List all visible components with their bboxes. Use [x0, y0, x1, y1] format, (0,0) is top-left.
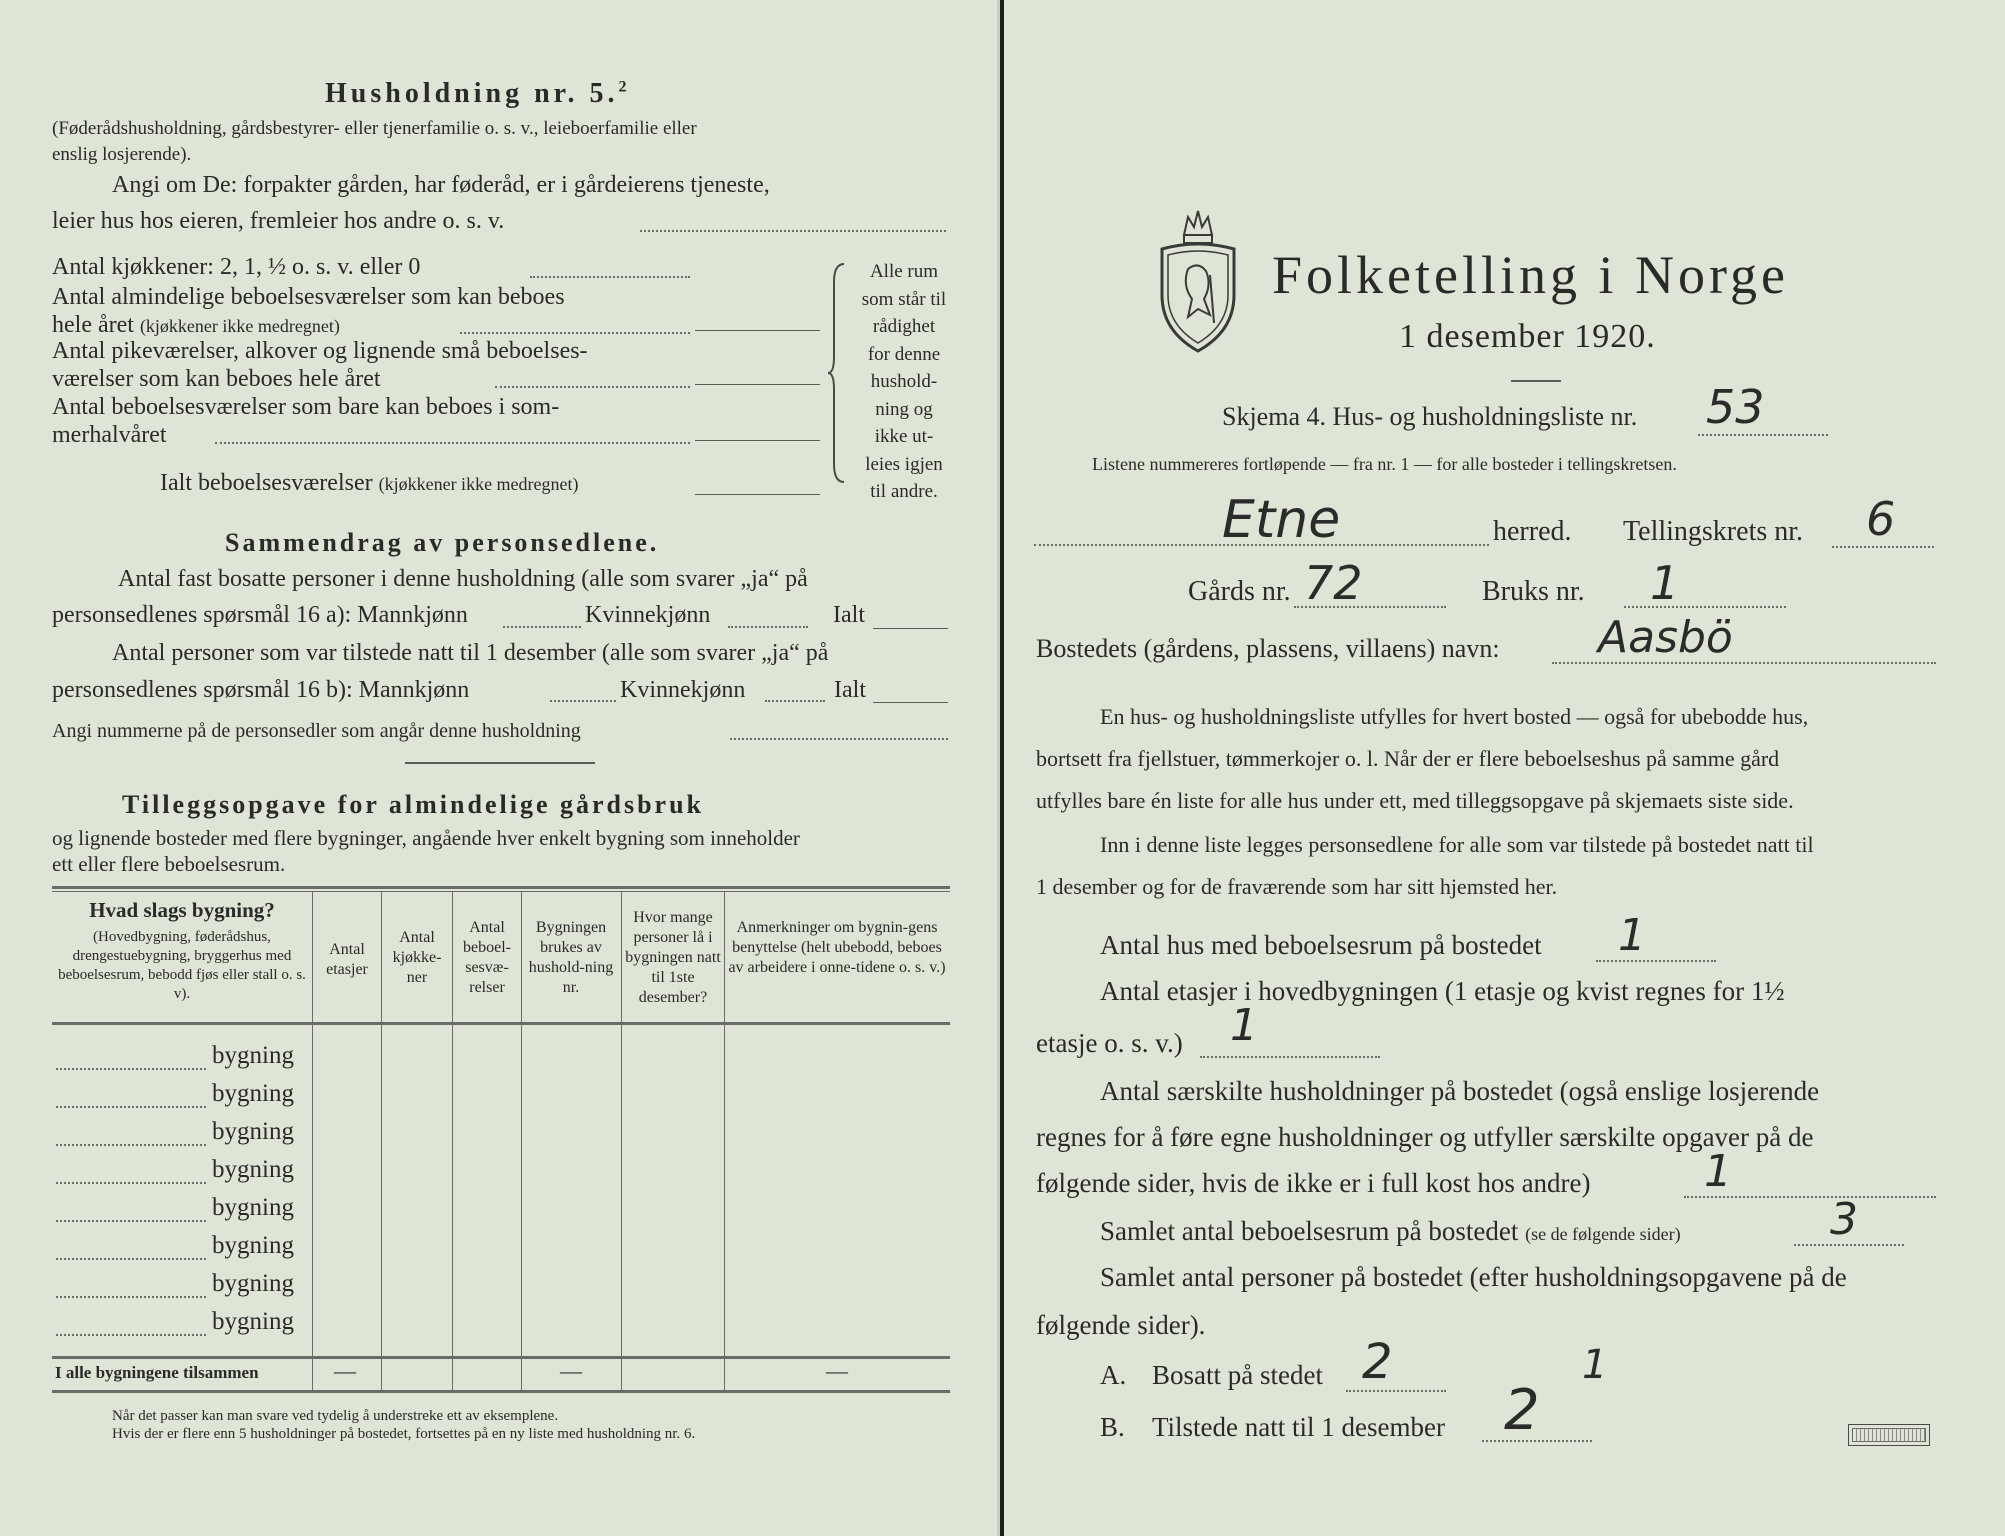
- angi-line-1: Angi om De: forpakter gården, har føderåd, er i gårdeierens tjeneste,: [112, 172, 770, 198]
- sarskilte-line-1: Antal særskilte husholdninger på bostedet (også enslige losjerende: [1100, 1076, 1820, 1106]
- para1-line-2: bortsett fra fjellstuer, tømmerkojer o. l. Når der er flere beboelseshus på samme gård: [1036, 746, 1780, 771]
- coat-of-arms-icon: [1154, 205, 1242, 355]
- samlet-pers-line-1: Samlet antal personer på bostedet (efter husholdningsopgavene på de: [1100, 1262, 1847, 1292]
- alm-line-2: hele året (kjøkkener ikke medregnet): [52, 312, 340, 338]
- para2-line-2: 1 desember og for de fraværende som har sitt hjemsted her.: [1036, 874, 1558, 899]
- total-row-label: I alle bygningene tilsammen: [55, 1363, 259, 1382]
- tilstede-ialt-label: Ialt: [834, 677, 866, 703]
- kjokkener-answer[interactable]: [530, 276, 690, 278]
- liste-nr-value[interactable]: 53: [1706, 380, 1765, 434]
- a-text: Bosatt på stedet: [1152, 1360, 1323, 1390]
- header-beboelsesv: Antal beboel-sesvæ-relser: [463, 919, 511, 996]
- margin-mark: 1: [1582, 1342, 1608, 1388]
- left-page: Husholdning nr. 5.$^2$ (Føderådshusholdning, gårdsbestyrer- eller tjenerfamilie o. s. v., leieboerfamilie eller enslig losjerende). Angi om De: forpakter gården, har føderåd, er i gårdeierens tjeneste, leier hus hos eieren, fremleier hos andre o. s. v. Antal kjøkkener: 2, 1, ½ o. s. v. eller 0 Antal almindelige beboelsesværelser som kan beboes hele året (kjøkkener ikke medregnet) Antal pikeværelser, alkover og lignende små beboelses- værelser som kan beboes hele året Antal beboelsesværelser som bare kan beboes i som- merhalvåret Alle rum som står til rådighet for denne hushold- ning og ikke ut- leies igjen til andre. Ialt beboelsesværelser (kjøkkener ikke medregnet) Sammendrag av personsedlene. Antal fast bosatte personer i denne husholdning (alle som svarer „ja“ på personsedlenes spørsmål 16 a): Mannkjønn Kvinnekjønn Ialt Antal personer som var tilstede natt til 1 desember (alle som svarer „ja“ på personsedlenes spørsmål 16 b): Mannkjønn Kvinnekjønn Ialt Angi nummerne på de personsedler som angår denne husholdning Tilleggsopgave for almindelige gårdsbruk og lignende bosteder med flere bygninger, angående hver enkelt bygning som inneholder ett eller flere beboelsesrum. Hvad slags bygning? (Hovedbygning, føderådshus, drengestuebygning, bryggerhus med beboelsesrum, bebodd fjøs eller stall o. s. v). Antal etasjer Antal kjøkke-ner Antal beboel-sesvæ-relser Bygningen brukes av hushold-ning nr. Hvor mange personer lå i bygningen natt til 1ste desember? Anmerkninger om bygnin-gens benyttelse (helt ubebodd, beboes av arbeidere i onne-tidene o. s. v.) bygning bygning bygning bygning bygning bygning bygning bygning I alle bygningene tilsammen — — — Når det passer kan man svare ved tydelig å understreke ett av eksemplene. Hvis der er flere enn 5 husholdninger på bostedet, fortsettes på en ny liste med husholdning nr. 6.: [0, 0, 1000, 1536]
- sarskilte-line-2: regnes for å føre egne husholdninger og utfyller særskilte opgaver på de: [1036, 1122, 1814, 1152]
- bosted-value[interactable]: Aasbö: [1598, 612, 1733, 663]
- brace-note: Alle rum som står til rådighet for denne hushold- ning og ikke ut- leies igjen til andre.: [861, 261, 947, 502]
- listene-line: Listene nummereres fortløpende — fra nr. 1 — for alle bosteder i tellingskretsen.: [1092, 454, 1677, 474]
- skjema-line: Skjema 4. Hus- og husholdningsliste nr.: [1222, 402, 1638, 431]
- total-dash: —: [560, 1358, 582, 1383]
- header-building-type: Hvad slags bygning?: [89, 898, 275, 922]
- brace-icon: [826, 262, 850, 484]
- sammendrag-title: Sammendrag av personsedlene.: [225, 528, 660, 557]
- header-anmerkninger: Anmerkninger om bygnin-gens benyttelse (helt ubebodd, beboes av arbeidere i onne-tidene o. s. v.): [728, 919, 946, 976]
- intro-line-2: enslig losjerende).: [52, 144, 192, 165]
- angi-line-2: leier hus hos eieren, fremleier hos andre o. s. v.: [52, 208, 505, 234]
- samlet-rum-label: Samlet antal beboelsesrum på bostedet (se de følgende sider): [1100, 1216, 1681, 1246]
- herred-value[interactable]: Etne: [1222, 490, 1341, 550]
- footnote-2: Hvis der er flere enn 5 husholdninger på bostedet, fortsettes på en ny liste med husholdning nr. 6.: [112, 1426, 696, 1442]
- antal-hus-label: Antal hus med beboelsesrum på bostedet: [1100, 930, 1542, 960]
- printer-stamp: [1848, 1424, 1930, 1446]
- antal-hus-value[interactable]: 1: [1618, 910, 1646, 961]
- right-page: [1004, 0, 2005, 1536]
- tillegg-line-2: ett eller flere beboelsesrum.: [52, 852, 286, 876]
- fast-mann-answer[interactable]: [503, 626, 581, 628]
- alm-line-1: Antal almindelige beboelsesværelser som kan beboes: [52, 284, 565, 310]
- para1-line-1: En hus- og husholdningsliste utfylles for hvert bosted — også for ubebodde hus,: [1100, 704, 1809, 729]
- sommer-line-2: merhalvåret: [52, 422, 167, 448]
- angi-nummerne: Angi nummerne på de personsedler som angår denne husholdning: [52, 720, 581, 742]
- household-title: Husholdning nr. 5.$^2$: [325, 78, 631, 109]
- pike-line-2: værelser som kan beboes hele året: [52, 366, 381, 392]
- tilstede-line-1: Antal personer som var tilstede natt til 1 desember (alle som svarer „ja“ på: [112, 640, 829, 666]
- fast-line-1: Antal fast bosatte personer i denne husholdning (alle som svarer „ja“ på: [118, 566, 808, 592]
- bruks-label: Bruks nr.: [1482, 576, 1585, 607]
- samlet-rum-value[interactable]: 3: [1830, 1194, 1858, 1245]
- para2-line-1: Inn i denne liste legges personsedlene for alle som var tilstede på bostedet natt til: [1100, 832, 1814, 857]
- etasjer-line-2: etasje o. s. v.): [1036, 1028, 1183, 1058]
- footnote-1: Når det passer kan man svare ved tydelig å understreke ett av eksemplene.: [112, 1408, 559, 1424]
- tilstede-kvinne-label: Kvinnekjønn: [620, 677, 746, 703]
- angi-answer-line[interactable]: [640, 230, 946, 232]
- b-value[interactable]: 2: [1504, 1378, 1540, 1443]
- sommer-line-1: Antal beboelsesværelser som bare kan beboes i som-: [52, 394, 560, 420]
- tilstede-kvinne-answer[interactable]: [765, 700, 825, 702]
- para1-line-3: utfylles bare én liste for alle hus under ett, med tilleggsopgave på skjemaets siste side.: [1036, 788, 1794, 813]
- header-building-examples: (Hovedbygning, føderådshus, drengestuebygning, bryggerhus med beboelsesrum, bebodd fjøs eller stall o. s. v).: [58, 929, 306, 1002]
- ialt-line: Ialt beboelsesværelser (kjøkkener ikke medregnet): [160, 470, 579, 496]
- header-kjokkener: Antal kjøkke-ner: [392, 929, 442, 986]
- tellingskrets-label: Tellingskrets nr.: [1623, 516, 1804, 547]
- sommer-answer[interactable]: [215, 442, 690, 444]
- alm-answer[interactable]: [460, 332, 690, 334]
- fast-kvinne-answer[interactable]: [728, 626, 808, 628]
- fast-ialt-answer[interactable]: [873, 628, 948, 629]
- tilstede-ialt-answer[interactable]: [873, 702, 948, 703]
- tilstede-mann-answer[interactable]: [550, 700, 616, 702]
- header-husholdning-nr: Bygningen brukes av hushold-ning nr.: [528, 919, 614, 996]
- a-label: A.: [1100, 1360, 1127, 1390]
- tillegg-line-1: og lignende bosteder med flere bygninger, angående hver enkelt bygning som inneholder: [52, 826, 800, 850]
- samlet-pers-line-2: følgende sider).: [1036, 1310, 1206, 1340]
- pike-answer[interactable]: [495, 386, 690, 388]
- header-etasjer: Antal etasjer: [326, 941, 368, 978]
- tillegg-title: Tilleggsopgave for almindelige gårdsbruk: [122, 790, 705, 819]
- bruks-value[interactable]: 1: [1650, 556, 1680, 610]
- fast-line-2: personsedlenes spørsmål 16 a): Mannkjønn: [52, 602, 468, 628]
- antal-kjokkener: Antal kjøkkener: 2, 1, ½ o. s. v. eller 0: [52, 254, 421, 280]
- gards-label: Gårds nr.: [1188, 576, 1291, 607]
- a-value[interactable]: 2: [1362, 1334, 1393, 1390]
- pike-line-1: Antal pikeværelser, alkover og lignende små beboelses-: [52, 338, 588, 364]
- ialt-answer[interactable]: [695, 494, 820, 495]
- header-personer: Hvor mange personer lå i bygningen natt til 1ste desember?: [625, 909, 721, 1006]
- herred-label: herred.: [1493, 516, 1572, 547]
- fast-ialt-label: Ialt: [833, 602, 865, 628]
- b-text: Tilstede natt til 1 desember: [1152, 1412, 1445, 1442]
- total-dash: —: [826, 1358, 848, 1383]
- etasjer-line-1: Antal etasjer i hovedbygningen (1 etasje og kvist regnes for 1½: [1100, 976, 1785, 1006]
- date-line: 1 desember 1920.: [1399, 318, 1656, 355]
- tellingskrets-value[interactable]: 6: [1866, 492, 1896, 546]
- fast-kvinne-label: Kvinnekjønn: [585, 602, 711, 628]
- intro-line-1: (Føderådshusholdning, gårdsbestyrer- eller tjenerfamilie o. s. v., leieboerfamilie eller: [52, 118, 697, 139]
- bosted-label: Bostedets (gårdens, plassens, villaens) navn:: [1036, 634, 1500, 663]
- tilstede-line-2: personsedlenes spørsmål 16 b): Mannkjønn: [52, 677, 470, 703]
- main-title: Folketelling i Norge: [1272, 245, 1789, 305]
- total-dash: —: [334, 1358, 356, 1383]
- nummerne-answer[interactable]: [730, 738, 948, 740]
- sarskilte-value[interactable]: 1: [1704, 1146, 1732, 1197]
- etasjer-value[interactable]: 1: [1230, 1000, 1258, 1051]
- gards-value[interactable]: 72: [1304, 556, 1363, 610]
- sarskilte-line-3: følgende sider, hvis de ikke er i full kost hos andre): [1036, 1168, 1591, 1198]
- b-label: B.: [1100, 1412, 1125, 1442]
